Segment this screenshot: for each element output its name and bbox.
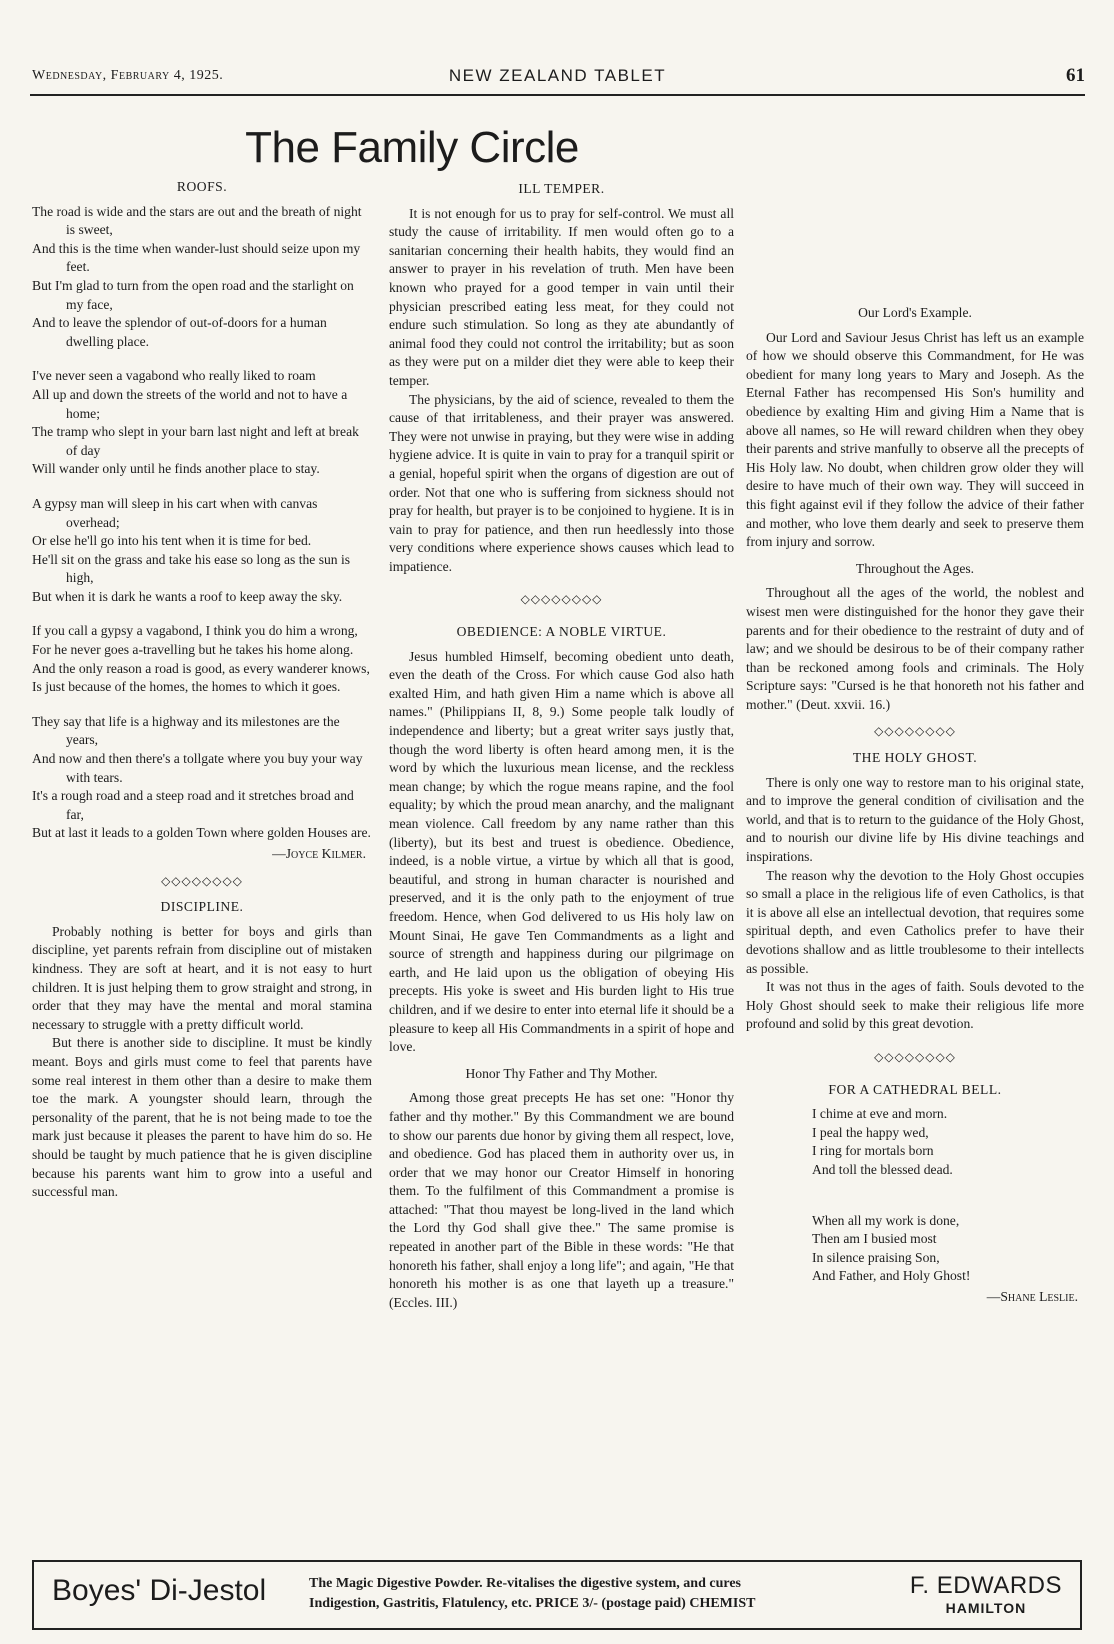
- poem-line: And toll the blessed dead.: [812, 1161, 953, 1177]
- poem-line: For he never goes a-travelling but he takes his home along.: [32, 642, 354, 658]
- poem-line: They say that life is a highway and its milestones are the years,: [32, 713, 340, 748]
- poem-stanza: [32, 367, 372, 479]
- page-header: [30, 64, 1085, 92]
- paragraph: Among those great precepts He has set one: "Honor thy father and thy mother." By this Commandment we are bound to show our parents due honor by giving them all respect, love, and obedience. God has placed them in authority over us, in order that we may honor our Creator Himself in honoring them. To the fulfilment of this Commandment a promise is attached: "That thou mayest be long-lived in the land which the Lord thy God shall give thee." The same promise is repeated in another part of the Bible in these words: "He that honoreth his father, shall enjoy a long life"; and again, "He that honoreth his mother is as one that layeth up a treasure." (Eccles. III.): [389, 1090, 734, 1310]
- poem-line: Or else he'll go into his tent when it is time for bed.: [32, 533, 312, 549]
- roofs-title: ROOFS.: [176, 179, 228, 194]
- poem-line: But at last it leads to a golden Town where golden Houses are.: [32, 825, 371, 841]
- bell-author: —Shane Leslie.: [986, 1288, 1078, 1304]
- ad-brand: Boyes' Di-Jestol: [52, 1574, 267, 1607]
- poem-line: And the only reason a road is good, as every wanderer knows,: [32, 660, 370, 676]
- paragraph: Probably nothing is better for boys and girls than discipline, yet parents refrain from discipline out of mistaken kindness. They are soft at heart, and it is not easy to hurt children. It is just helping them to grow straight and strong, in order that they may have the mental and moral stamina necessary to struggle with a pretty difficult world.: [32, 923, 372, 1032]
- column-2: [389, 176, 734, 1312]
- poem-stanza: [812, 1212, 1084, 1286]
- ad-line: The Magic Digestive Powder. Re-vitalises the digestive system, and cures: [309, 1576, 741, 1591]
- poem-line: Is just because of the homes, the homes to which it goes.: [32, 679, 341, 695]
- column-3: [746, 126, 1084, 1313]
- section-title: The Family Circle: [245, 123, 579, 172]
- bell-title: FOR A CATHEDRAL BELL.: [828, 1081, 1002, 1097]
- paper-name: NEW ZEALAND TABLET: [448, 66, 667, 85]
- roofs-author: —Joyce Kilmer.: [272, 846, 366, 861]
- poem-stanza: [812, 1105, 1084, 1179]
- ornament-divider: ◇◇◇◇◇◇◇◇: [874, 724, 956, 739]
- poem-line: And this is the time when wander-lust should seize upon my feet.: [32, 240, 361, 275]
- ornament-divider: ◇◇◇◇◇◇◇◇: [874, 1049, 956, 1064]
- paragraph: But there is another side to discipline. It must be kindly meant. Boys and girls must come to feel that parents have some real interest in them other than a desire to make them toe the mark. A youngster should learn, through the personality of the parent, that he is not being made to toe the mark just because it pleases the parent to have him do so. He should be taught by much patience that he is given discipline because his parents want him to grow into a useful and successful man.: [32, 1035, 372, 1200]
- holy-ghost-title: THE HOLY GHOST.: [852, 750, 978, 766]
- paragraph: It was not thus in the ages of faith. Souls devoted to the Holy Ghost should seek to make their religious life more profound and solid by this great devotion.: [746, 979, 1084, 1032]
- poem-stanza: [32, 203, 372, 352]
- paragraph: There is only one way to restore man to his original state, and to improve the general condition of civilisation and the world, and that is to return to the guidance of the Holy Ghost, and to nourish our divine life by His divine teachings and inspirations.: [746, 774, 1084, 865]
- paragraph: Jesus humbled Himself, becoming obedient unto death, even the death of the Cross. For which cause God also hath exalted Him, and hath given Him a name which is above all names." (Philippians II, 8, 9.) Some people talk loudly of independence and liberty; but a great writer says justly that, though the word liberty is often heard among men, it is the word by which the luxurious mean license, and the reckless mean change; by which the rogue means rapine, and the fool equality; by which the proud mean anarchy, and the malignant mean violence. Call freedom by any name rather than this (liberty), but its best and truest is obedience. Obedience, indeed, is a noble virtue, a virtue by which all that is good, beautiful, and strong in human character is nourished and preserved, and it is the only path to the enjoyment of true freedom. Hence, when God delivered to us His holy law on Mount Sinai, He gave Ten Commandments as a light and source of strength and happiness during our pilgrimage on earth, and He laid upon us the obligation of obeying His precepts. His yoke is sweet and His burden light to His true children, and if we desire to enter into eternal life it should be a pleasure to keep all His Commandments in a spirit of hope and love.: [389, 648, 735, 1055]
- poem-stanza: [32, 495, 372, 607]
- ad-copy: [309, 1574, 899, 1614]
- poem-line: If you call a gypsy a vagabond, I think you do him a wrong,: [32, 623, 358, 639]
- paragraph: Throughout all the ages of the world, the noblest and wisest men were distinguished for the honor they gave their parents and for their obedience to the restraint of duty and of law; and we should be desirous to be of their company rather than be reckoned among fools and criminals. The Holy Scripture says: "Cursed is he that honoreth not his father and mother." (Deut. xxvii. 16.): [746, 585, 1084, 712]
- ill-temper-title: ILL TEMPER.: [518, 181, 605, 196]
- lords-example-title: Our Lord's Example.: [858, 305, 972, 320]
- paragraph: Our Lord and Saviour Jesus Christ has left us an example of how we should observe this Commandment, for He was obedient for many long years to Mary and Joseph. As the Eternal Father has recompensed His Son's humility and obedience by exalting Him and giving Him a Name that is above all names, so He will reward children when they obey their parents and strive manfully to observe all the precepts of His Holy law. No doubt, when children grow older they will desire to have much of their own way. They will succeed in this fight against evil if they follow the advice of their father and mother, who love them dearly and seek to preserve them from injury and sorrow.: [746, 329, 1084, 550]
- poem-line: And Father, and Holy Ghost!: [812, 1268, 971, 1284]
- ad-seller: [910, 1572, 1062, 1616]
- poem-line: In silence praising Son,: [812, 1249, 940, 1265]
- poem-line: I ring for mortals born: [812, 1143, 934, 1159]
- poem-line: When all my work is done,: [812, 1212, 960, 1228]
- poem-line: I've never seen a vagabond who really liked to roam: [32, 368, 316, 384]
- poem-line: Will wander only until he finds another place to stay.: [32, 461, 320, 477]
- poem-line: The road is wide and the stars are out and the breath of night is sweet,: [32, 203, 362, 238]
- bell-poem: [812, 1105, 1084, 1286]
- poem-line: And now and then there's a tollgate where you buy your way with tears.: [32, 751, 363, 785]
- poem-line: He'll sit on the grass and take his ease so long as the sun is high,: [32, 551, 351, 586]
- page-number: 61: [1066, 65, 1085, 86]
- advertisement-box: [32, 1560, 1082, 1630]
- poem-line: But I'm glad to turn from the open road and the starlight on my face,: [32, 277, 354, 312]
- obedience-title: OBEDIENCE: A NOBLE VIRTUE.: [456, 624, 667, 640]
- honor-title: Honor Thy Father and Thy Mother.: [465, 1065, 658, 1081]
- poem-line: Then am I busied most: [812, 1231, 937, 1247]
- paragraph: The reason why the devotion to the Holy Ghost occupies so small a place in the religious life of even Catholics, is that it is above all else an intellectual devotion, that requires some spiritual depth, and even Catholics prefer to have their devotions shallow and as little troublesome to their intellects as possible.: [746, 867, 1084, 976]
- seller-name: F. EDWARDS: [909, 1572, 1062, 1599]
- ages-title: Throughout the Ages.: [855, 560, 975, 576]
- roofs-poem: [32, 203, 372, 843]
- poem-stanza: [32, 622, 372, 696]
- poem-stanza: [32, 713, 372, 843]
- issue-date: Wednesday, February 4, 1925.: [32, 68, 224, 83]
- poem-line: I chime at eve and morn.: [812, 1106, 948, 1122]
- poem-line: It's a rough road and a steep road and it stretches broad and far,: [32, 788, 354, 822]
- poem-line: A gypsy man will sleep in his cart when with canvas overhead;: [32, 495, 318, 530]
- discipline-title: DISCIPLINE.: [160, 899, 244, 915]
- poem-line: I peal the happy wed,: [812, 1124, 929, 1140]
- seller-town: HAMILTON: [945, 1600, 1027, 1616]
- poem-line: And to leave the splendor of out-of-doors for a human dwelling place.: [32, 315, 327, 349]
- ad-line: Indigestion, Gastritis, Flatulency, etc. PRICE 3/- (postage paid) CHEMIST: [309, 1596, 756, 1611]
- poem-line: All up and down the streets of the world and not to have a home;: [32, 386, 348, 421]
- poem-line: But when it is dark he wants a roof to keep away the sky.: [32, 588, 343, 604]
- header-rule: [30, 94, 1085, 96]
- ornament-divider: ◇◇◇◇◇◇◇◇: [520, 592, 603, 607]
- ornament-divider: ◇◇◇◇◇◇◇◇: [161, 873, 243, 888]
- paragraph: The physicians, by the aid of science, revealed to them the cause of that irritableness, and their prayer was answered. They were not unwise in praying, but they were wise in adding hygiene advice. It is quite in vain to pray for a tranquil spirit or a genial, hopeful spirit when the organs of digestion are out of order. Not that one who is suffering from sickness should not pray for health, but prayer is to be conjoined to hygiene. It is in vain to pray for patience, and then run heedlessly into those very conditions where experience shows causes which lead to impatience.: [389, 391, 734, 574]
- poem-line: The tramp who slept in your barn last night and left at break of day: [32, 424, 359, 458]
- paragraph: It is not enough for us to pray for self-control. We must all study the cause of irritability. If men would often go to a sanitarian concerning their health habits, they would find an answer to prayer in his revelation of truth. Men have been known who prayed for a good temper in vain until their physician prescribed eating less meat, for they could not endure such stimulation. So long as they ate abundantly of animal food they could not control the irritability; but as soon as they were put on a milder diet they were able to keep their temper.: [389, 205, 734, 388]
